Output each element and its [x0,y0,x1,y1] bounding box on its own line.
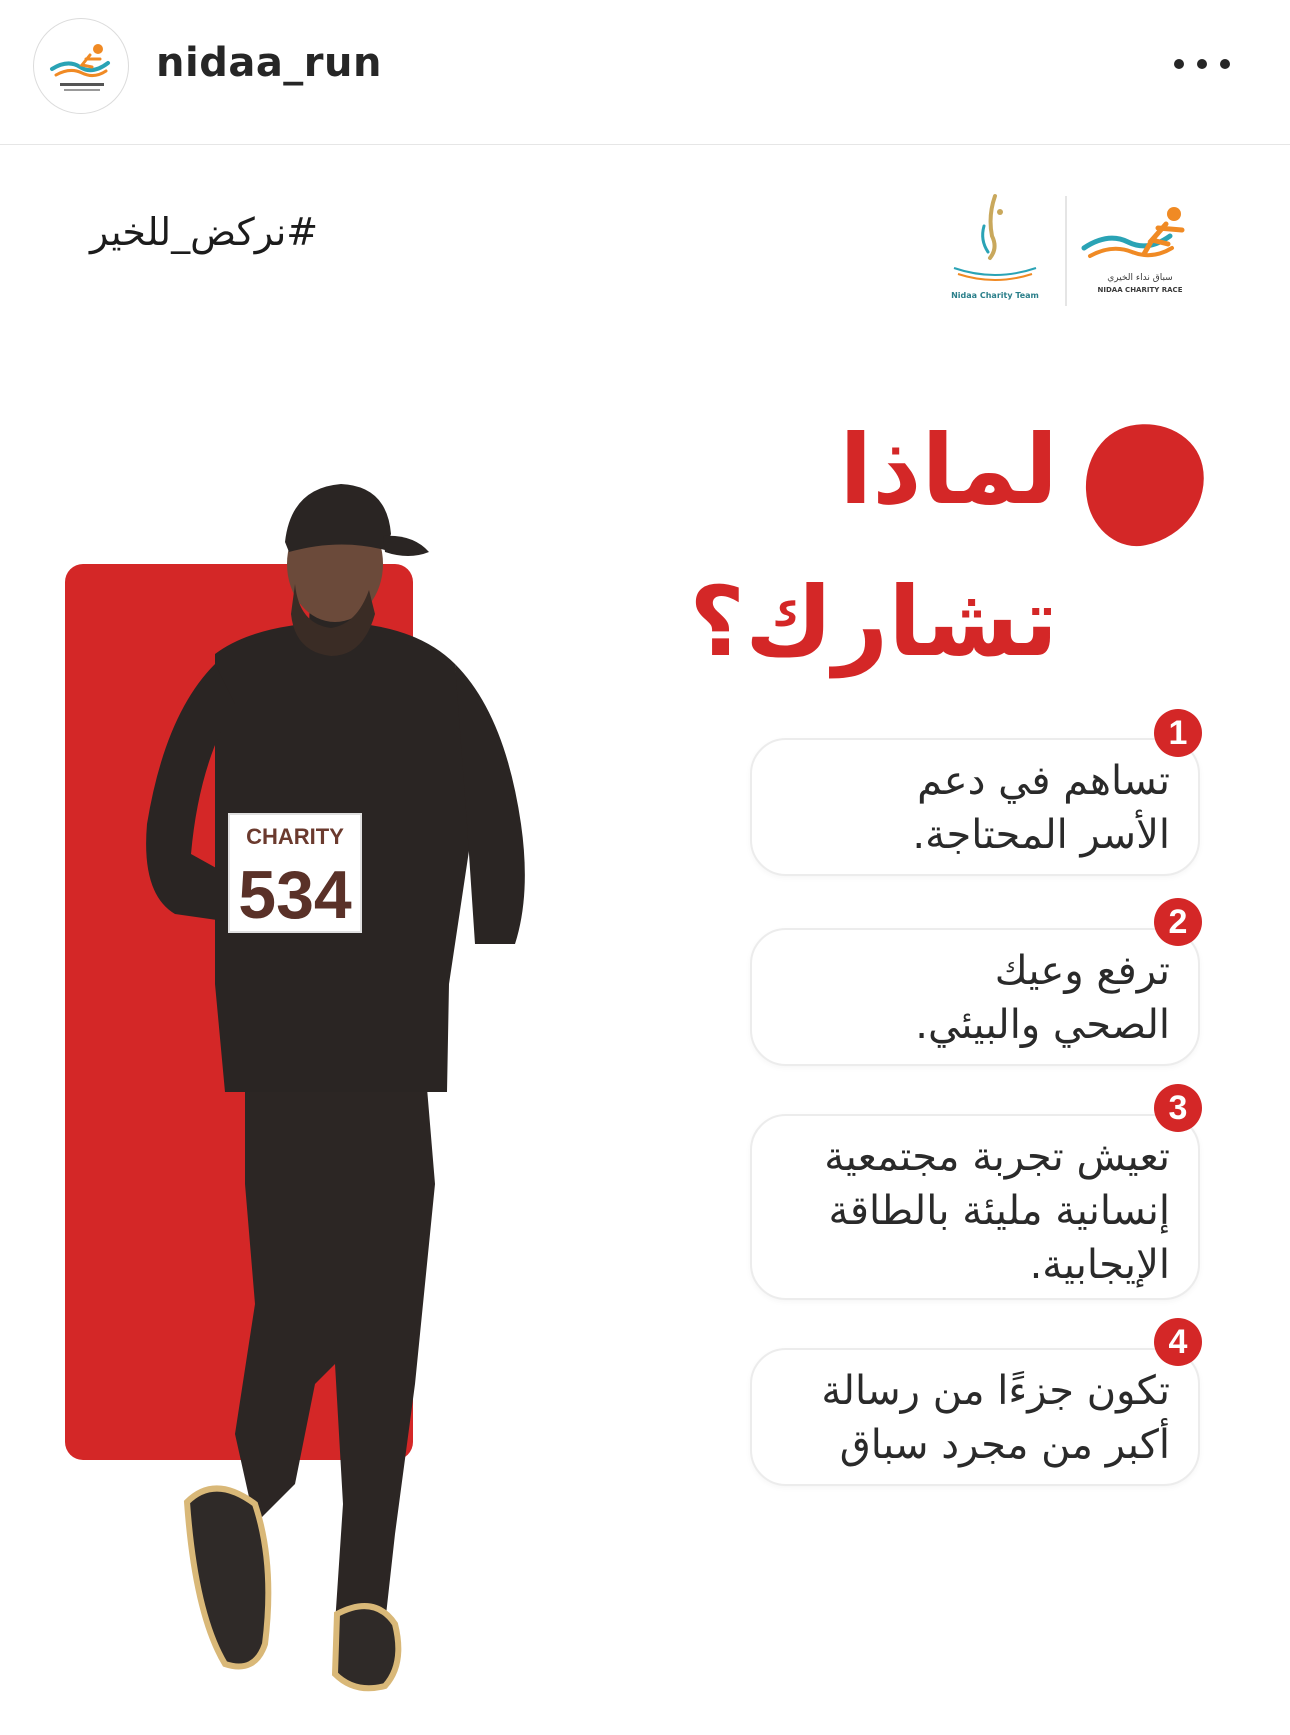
nidaa-charity-race-logo-text-ar: سباق نداء الخيري [1107,273,1173,283]
reason-line: الإيجابية. [1029,1242,1170,1288]
reason-card-2 [750,928,1200,1066]
nidaa-charity-race-logo [1078,196,1202,306]
reason-number-badge: 3 [1154,1084,1202,1132]
reason-line: تعيش تجربة مجتمعية [824,1134,1170,1180]
hashtag: #نركض_للخير [90,210,319,254]
username[interactable]: nidaa_run [156,40,382,86]
reason-text [912,754,1170,862]
title-line-1: لماذا [839,414,1058,526]
nidaa-charity-team-logo-text: Nidaa Charity Team [951,291,1039,300]
more-options-button[interactable] [1174,46,1230,82]
nidaa-charity-team-logo [940,186,1050,316]
post-header [0,0,1290,145]
title-decoration-blob [1074,413,1216,555]
sponsor-logos [940,186,1200,326]
reason-text [915,944,1170,1052]
post-image[interactable] [0,146,1290,1735]
reason-number-badge: 2 [1154,898,1202,946]
reason-card-1 [750,738,1200,876]
logo-divider [1065,196,1067,306]
reason-line: الصحي والبيئي. [915,1002,1170,1048]
reason-line: ترفع وعيك [994,948,1170,994]
reason-card-4 [750,1348,1200,1486]
nidaa-charity-race-logo-icon [34,19,129,114]
reason-text [821,1364,1170,1472]
reason-line: إنسانية مليئة بالطاقة [828,1188,1170,1234]
title-line-2: تشارك؟ [689,566,1058,678]
reason-line: أكبر من مجرد سباق [839,1422,1170,1468]
nidaa-charity-race-logo-text-en: NIDAA CHARITY RACE [1097,286,1183,294]
bib-number: 534 [238,857,352,933]
reason-number-badge: 4 [1154,1318,1202,1366]
reason-line: تكون جزءًا من رسالة [821,1368,1170,1414]
reason-number-badge: 1 [1154,709,1202,757]
profile-avatar[interactable] [33,18,129,114]
reason-text [824,1130,1170,1292]
bib-label: CHARITY [246,824,344,849]
reason-card-3 [750,1114,1200,1300]
more-dot-icon [1174,59,1184,69]
reason-line: تساهم في دعم [917,758,1170,804]
more-dot-icon [1197,59,1207,69]
reason-line: الأسر المحتاجة. [912,812,1170,858]
more-dot-icon [1220,59,1230,69]
runner-illustration [95,424,595,1735]
